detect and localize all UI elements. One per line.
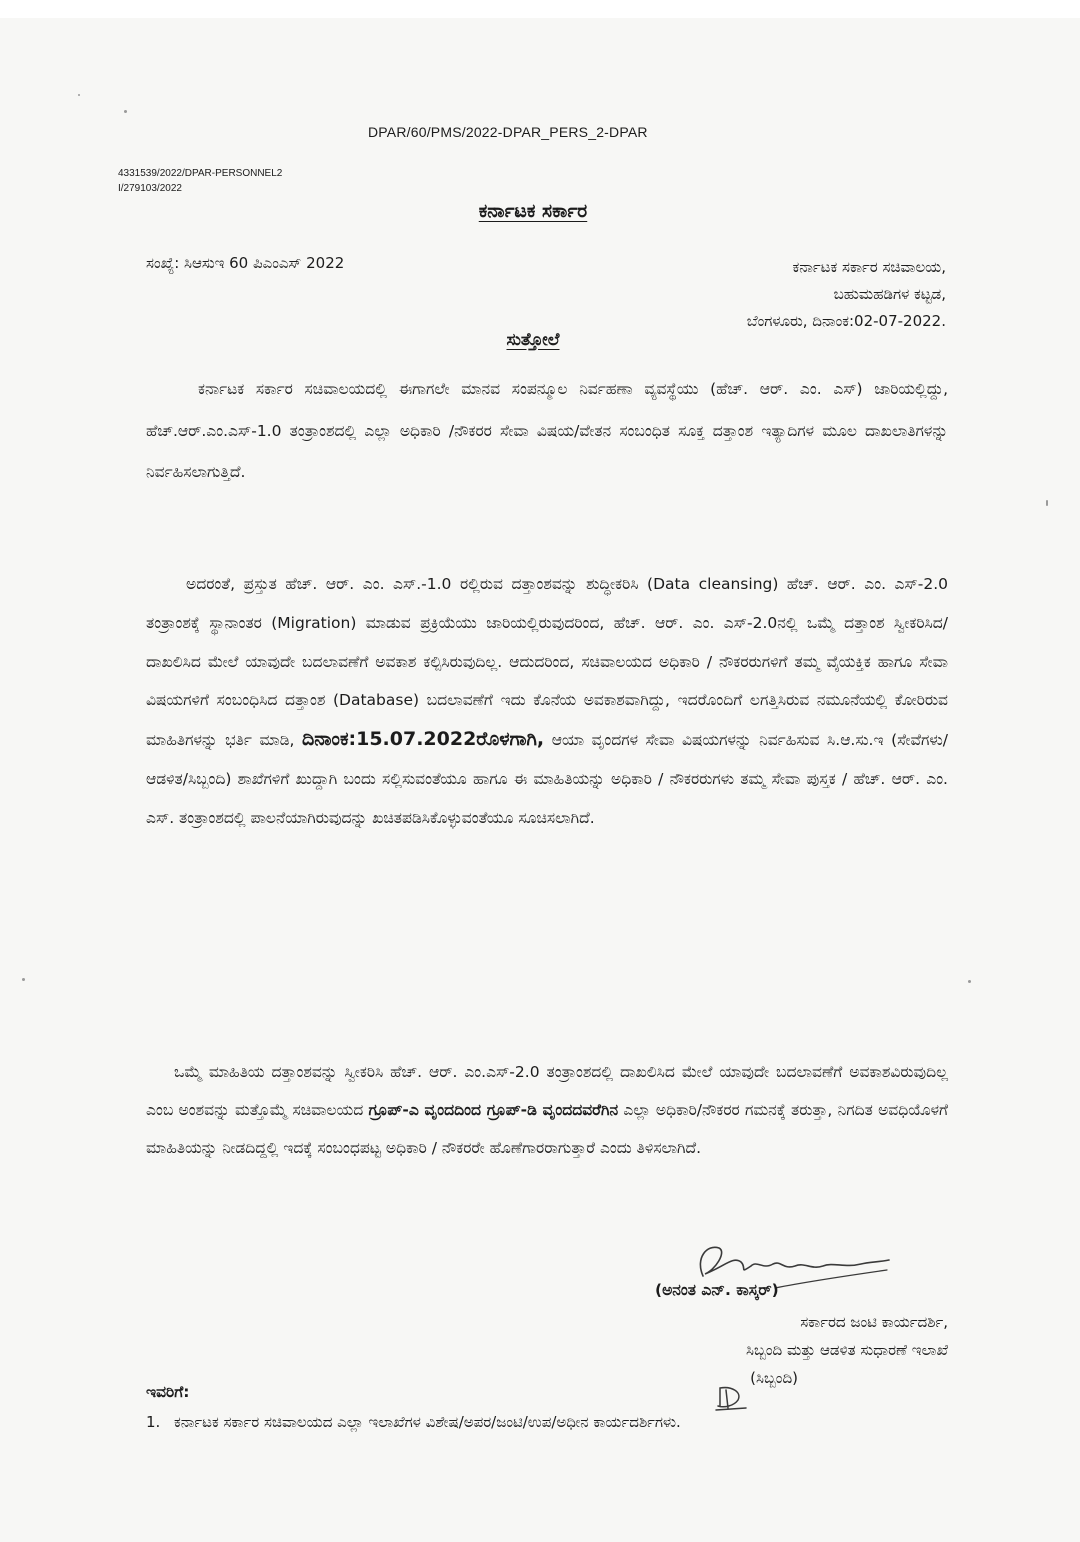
scan-speck <box>78 94 80 96</box>
signatory-name: (ಅನಂತ ಎನ್. ಕಾಸ್ಕರ್) <box>655 1281 779 1299</box>
government-title-text: ಕರ್ನಾಟಕ ಸರ್ಕಾರ <box>478 200 588 222</box>
paragraph-3 <box>146 1053 948 1167</box>
signatory-department: ಸಿಬ್ಬಂದಿ ಮತ್ತು ಆಡಳಿತ ಸುಧಾರಣೆ ಇಲಾಖೆ <box>746 1341 948 1359</box>
paragraph-2-text-b: ಆಯಾ ವೃಂದಗಳ ಸೇವಾ ವಿಷಯಗಳನ್ನು ನಿರ್ವಹಿಸುವ ಸಿ.ಆ.ಸು.ಇ (ಸೇವೆಗಳು/ಆಡಳಿತ/ಸಿಬ್ಬಂದಿ) ಶಾಖೆಗಳಿಗೆ ಖುದ್ದಾಗಿ ಬಂದು ಸಲ್ಲಿಸುವಂತೆಯೂ ಹಾಗೂ ಈ ಮಾಹಿತಿಯನ್ನು ಅಧಿಕಾರಿ / ನೌಕರರುಗಳು ತಮ್ಮ ಸೇವಾ ಪುಸ್ತಕ / ಹೆಚ್. ಆರ್. ಎಂ. ಎಸ್. ತಂತ್ರಾಂಶದಲ್ಲಿ ಪಾಲನೆಯಾಗಿರುವುದನ್ನು ಖಚಿತಪಡಿಸಿಕೊಳ್ಳುವಂತೆಯೂ ಸೂಚಿಸಲಾಗಿದೆ. <box>146 731 948 827</box>
paragraph-2-text-a: ಅದರಂತೆ, ಪ್ರಸ್ತುತ ಹೆಚ್. ಆರ್. ಎಂ. ಎಸ್.-1.0 ರಲ್ಲಿರುವ ದತ್ತಾಂಶವನ್ನು ಶುದ್ಧೀಕರಿಸಿ (Data cleansing) ಹೆಚ್. ಆರ್. ಎಂ. ಎಸ್-2.0 ತಂತ್ರಾಂಶಕ್ಕೆ ಸ್ಥಾನಾಂತರ (Migration) ಮಾಡುವ ಪ್ರಕ್ರಿಯೆಯು ಜಾರಿಯಲ್ಲಿರುವುದರಿಂದ, ಹೆಚ್. ಆರ್. ಎಂ. ಎಸ್-2.0ನಲ್ಲಿ ಒಮ್ಮೆ ದತ್ತಾಂಶ ಸ್ವೀಕರಿಸಿದ/ದಾಖಲಿಸಿದ ಮೇಲೆ ಯಾವುದೇ ಬದಲಾವಣೆಗೆ ಅವಕಾಶ ಕಲ್ಪಿಸಿರುವುದಿಲ್ಲ. ಆದುದರಿಂದ, ಸಚಿವಾಲಯದ ಅಧಿಕಾರಿ / ನೌಕರರುಗಳಿಗೆ ತಮ್ಮ ವೈಯಕ್ತಿಕ ಹಾಗೂ ಸೇವಾ ವಿಷಯಗಳಿಗೆ ಸಂಬಂಧಿಸಿದ ದತ್ತಾಂಶ (Database) ಬದಲಾವಣೆಗೆ ಇದು ಕೊನೆಯ ಅವಕಾಶವಾಗಿದ್ದು, ಇದರೊಂದಿಗೆ ಲಗತ್ತಿಸಿರುವ ನಮೂನೆಯಲ್ಲಿ ಕೋರಿರುವ ಮಾಹಿತಿಗಳನ್ನು ಭರ್ತಿ ಮಾಡಿ, <box>146 575 948 750</box>
order-number: ಸಂಖ್ಯೆ: ಸಿಆಸುಇ 60 ಪಿಎಂಎಸ್ 2022 <box>146 254 345 272</box>
circular-title <box>0 330 1066 350</box>
recipient-text: ಕರ್ನಾಟಕ ಸರ್ಕಾರ ಸಚಿವಾಲಯದ ಎಲ್ಲಾ ಇಲಾಖೆಗಳ ವಿಶೇಷ/ಅಪರ/ಜಂಟಿ/ಉಪ/ಅಧೀನ ಕಾರ್ಯದರ್ಶಿಗಳು. <box>174 1413 681 1431</box>
deadline-date: ದಿನಾಂಕ:15.07.2022ರೊಳಗಾಗಿ, <box>302 728 545 751</box>
scan-speck <box>968 980 971 983</box>
address-line-1: ಕರ್ನಾಟಕ ಸರ್ಕಾರ ಸಚಿವಾಲಯ, <box>792 258 946 276</box>
circular-title-text: ಸುತ್ತೋಲೆ <box>506 330 560 350</box>
paragraph-3-text-b: ಎಲ್ಲಾ ಅಧಿಕಾರಿ/ನೌಕರರ ಗಮನಕ್ಕೆ ತರುತ್ತಾ, ನಿಗದಿತ ಅವಧಿಯೊಳಗೆ ಮಾಹಿತಿಯನ್ನು ನೀಡದಿದ್ದಲ್ಲಿ ಇದಕ್ಕೆ ಸಂಬಂಧಪಟ್ಟ ಅಧಿಕಾರಿ / ನೌಕರರೇ ಹೊಣೆಗಾರರಾಗುತ್ತಾರೆ ಎಂದು ತಿಳಿಸಲಾಗಿದೆ. <box>146 1101 948 1157</box>
paragraph-3-text-a: ಒಮ್ಮೆ ಮಾಹಿತಿಯ ದತ್ತಾಂಶವನ್ನು ಸ್ವೀಕರಿಸಿ ಹೆಚ್. ಆರ್. ಎಂ.ಎಸ್-2.0 ತಂತ್ರಾಂಶದಲ್ಲಿ ದಾಖಲಿಸಿದ ಮೇಲೆ ಯಾವುದೇ ಬದಲಾವಣೆಗೆ ಅವಕಾಶವಿರುವುದಿಲ್ಲ ಎಂಬ ಅಂಶವನ್ನು ಮತ್ತೊಮ್ಮೆ ಸಚಿವಾಲಯದ <box>146 1063 948 1119</box>
address-date-line: ಬೆಂಗಳೂರು, ದಿನಾಂಕ:02-07-2022. <box>746 312 946 330</box>
handwritten-initial <box>712 1382 752 1412</box>
signatory-section: (ಸಿಬ್ಬಂದಿ) <box>750 1369 798 1387</box>
scan-speck <box>124 110 127 113</box>
recipient-item <box>146 1410 948 1435</box>
reference-code: DPAR/60/PMS/2022-DPAR_PERS_2-DPAR <box>368 124 648 140</box>
government-title <box>0 200 1066 222</box>
recipient-number: 1. <box>146 1413 161 1431</box>
address-block <box>747 254 946 335</box>
file-number-line-1: 4331539/2022/DPAR-PERSONNEL2 <box>118 168 283 179</box>
scan-speck <box>1046 500 1048 506</box>
paragraph-2 <box>146 565 948 838</box>
group-range: ಗ್ರೂಪ್-ಎ ವೃಂದದಿಂದ ಗ್ರೂಪ್-ಡಿ ವೃಂದದವರೆಗಿನ <box>368 1101 619 1119</box>
scan-speck <box>22 978 25 981</box>
signatory-designation: ಸರ್ಕಾರದ ಜಂಟಿ ಕಾರ್ಯದರ್ಶಿ, <box>800 1313 948 1331</box>
file-number-line-2: I/279103/2022 <box>118 183 182 194</box>
recipients-label: ಇವರಿಗೆ: <box>146 1383 190 1401</box>
address-line-2: ಬಹುಮಹಡಿಗಳ ಕಟ್ಟಡ, <box>833 285 946 303</box>
paragraph-1: ಕರ್ನಾಟಕ ಸರ್ಕಾರ ಸಚಿವಾಲಯದಲ್ಲಿ ಈಗಾಗಲೇ ಮಾನವ ಸಂಪನ್ಮೂಲ ನಿರ್ವಹಣಾ ವ್ಯವಸ್ಥೆಯು (ಹೆಚ್. ಆರ್. ಎಂ. ಎಸ್) ಜಾರಿಯಲ್ಲಿದ್ದು, ಹೆಚ್.ಆರ್.ಎಂ.ಎಸ್-1.0 ತಂತ್ರಾಂಶದಲ್ಲಿ ಎಲ್ಲಾ ಅಧಿಕಾರಿ /ನೌಕರರ ಸೇವಾ ವಿಷಯ/ವೇತನ ಸಂಬಂಧಿತ ಸೂಕ್ತ ದತ್ತಾಂಶ ಇತ್ಯಾದಿಗಳ ಮೂಲ ದಾಖಲಾತಿಗಳನ್ನು ನಿರ್ವಹಿಸಲಾಗುತ್ತಿದೆ. <box>146 380 948 481</box>
top-strip <box>0 0 1080 18</box>
file-number <box>118 166 282 196</box>
signatory-block <box>746 1308 948 1392</box>
